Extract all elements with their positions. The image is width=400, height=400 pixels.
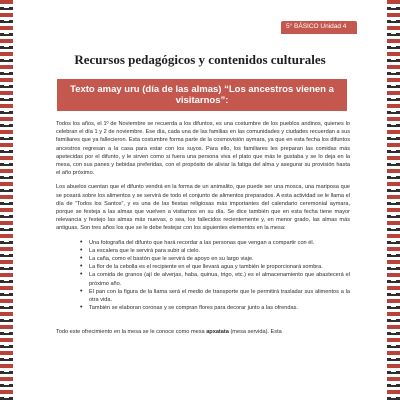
list-item: • La escalera que le servirá para subir al cielo. — [80, 247, 350, 255]
paragraph-3-term: apxatata — [206, 329, 229, 336]
offerings-list — [80, 239, 350, 313]
paragraph-1: Todos los años, el 1º de Noviembre se recuerda a los difuntos, es una costumbre de los pueblos andinos, quienes lo celebran el día 1 y 2 de noviembre. Ese día, cada una de las familias en las comunidades y ciudades recuerdan a sus familiares que ya fallecieron. Esta costumbre forma parte de la cosmovisión aymara, ya que en esta fecha los difuntos ancestros regresan a la casa para estar con los suyos. Para ello, los familiares les preparan las comidas más apetecidas por el difunto, y le sirven como si fuera una persona viva el plato que más le gustaba y se lo deja en la mesa, con sus panes y bebidas preferidas, con el propósito de aliviar la fatiga del alma y asegurar su provisión hasta el año próximo. — [56, 121, 350, 177]
paragraph-3-start: Todo este ofrecimiento en la mesa se le conoce como mesa — [56, 329, 207, 336]
paragraph-3 — [56, 328, 350, 336]
grade-label: 5° BÁSICO Unidad 4 — [281, 21, 357, 32]
list-item: • La caña, como el bastón que le servirá de apoyo en su largo viaje. — [80, 255, 350, 263]
grade-underline — [281, 32, 357, 34]
section-banner — [57, 79, 347, 111]
banner-title-line-2: visitarnos”: — [175, 95, 229, 106]
list-item: • El pan con la figura de la llama será el medio de transporte que le permitirá trasladar sus alimentos a la otra vida. — [80, 288, 350, 304]
body-text — [56, 120, 350, 343]
list-item: • La flor de la cebolla es el recipiente en el que llevará agua y también le proporcionará sombra. — [80, 263, 350, 271]
list-item: • La comida de granos (ají de alverjas, haba, quinua, trigo, etc.) es el almacenamiento que abastecerá el próximo año. — [80, 271, 350, 287]
list-item: • Una fotografía del difunto que hará recordar a las personas que vengan a compartir con él. — [80, 239, 350, 247]
list-item: • También se elaboran coronas y se compran flores para decorar junto a las ofrendas. — [80, 304, 350, 312]
paragraph-2: Los abuelos cuentan que el difunto vendrá en la forma de un animalito, que puede ser una mosca, una mariposa que se posará sobre los alimentos y se servirá de todo el conjunto de alimentos preparados. A esta actividad se le llama el día de “Todos los Santos”, y es una de las fiestas religiosas más importantes del calendario ceremonial aymara, porque se festeja a las almas que vuelven a visitarnos en su día. Se dice también que en esta fecha tiene mayor relevancia y festejo las almas más nuevas, o sea, los fallecidos recientemente y, en menor grado, las almas más antiguas. Son tres años los que se le debe festejar con los siguientes elementos en la mesa: — [56, 184, 350, 232]
page-title: Recursos pedagógicos y contenidos culturales — [74, 52, 326, 67]
paragraph-3-end: (mesa servida). Esta — [228, 329, 282, 336]
banner-title-line-1: Texto amay uru (día de las almas) “Los ancestros vienen a — [70, 84, 334, 95]
